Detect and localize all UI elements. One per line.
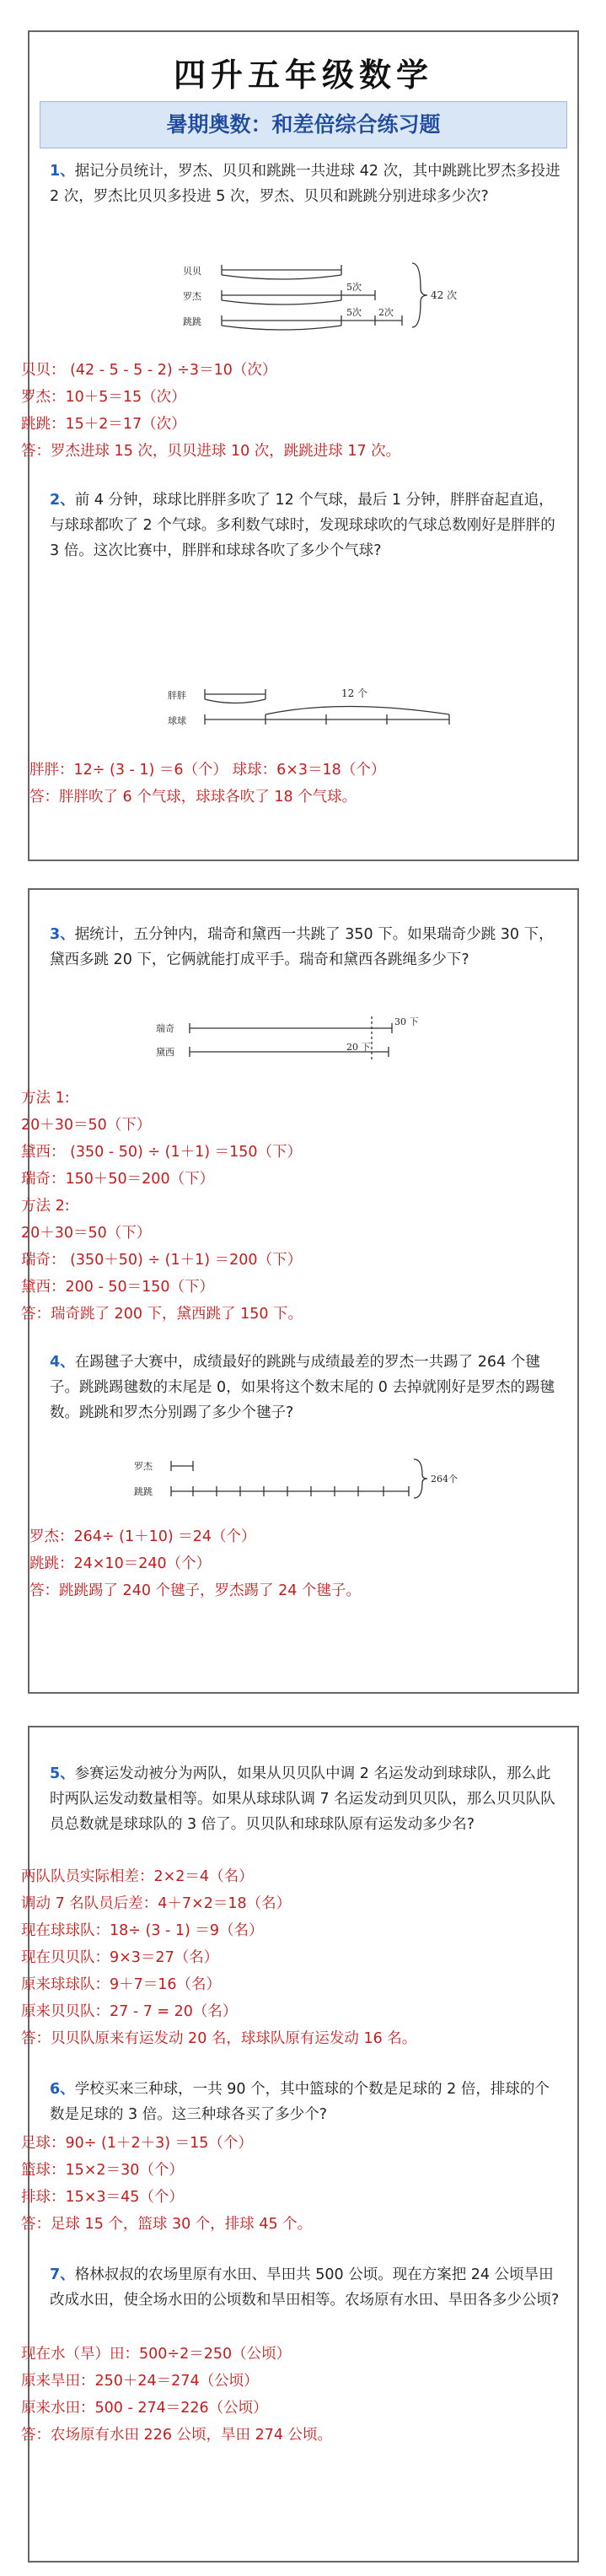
question-2: 2、前 4 分钟，球球比胖胖多吹了 12 个气球，最后 1 分钟，胖胖奋起直追，与球球都吹了 2 个气球。多利数气球时，发现球球吹的气球总数刚好是胖胖的 3 倍。这次比赛中，胖胖和球球各吹了多少个气球? — [50, 492, 555, 559]
page-subtitle: 暑期奥数：和差倍综合练习题 — [40, 101, 567, 148]
diagram-seg-2: 2次 — [378, 307, 394, 318]
question-7: 7、格林叔叔的农场里原有水田、旱田共 500 公顷。现在方案把 24 公顷旱田改成水田，使全场水田的公顷数和旱田相等。农场原有水田、旱田各多少公顷? — [50, 2266, 560, 2309]
question-6-number: 6 — [50, 2081, 61, 2098]
question-7-answer-3: 原来水田：500 - 274＝226（公顷） — [21, 2400, 268, 2417]
diagram-label-beibei: 贝贝 — [183, 266, 201, 277]
question-4-answer-1: 罗杰：264÷ (1＋10) ＝24（个） — [29, 1528, 256, 1545]
question-5-text: 参赛运发动被分为两队，如果从贝贝队中调 2 名运发动到球球队，那么此时两队运发动数量相等。如果从球球队调 7 名运发动到贝贝队，那么贝贝队队员总数就是球球队的 3 倍了。贝贝队和球球队原有运发动多少名? — [50, 1765, 555, 1833]
worksheet-card-1 — [21, 30, 579, 861]
question-4-diagram — [131, 1451, 485, 1510]
question-3-answer-1: 方法 1: — [21, 1090, 70, 1107]
question-2-number: 2 — [50, 492, 61, 509]
diagram-seg-30: 30 下 — [394, 1016, 419, 1027]
diagram-seg-20: 20 下 — [346, 1042, 371, 1053]
question-4-number: 4 — [50, 1354, 61, 1371]
question-3-number: 3 — [50, 926, 61, 943]
diagram-diff: 12 个 — [341, 687, 368, 699]
question-1-answer-2: 罗杰：10＋5＝15（次） — [21, 389, 186, 406]
diagram-label-luojie: 罗杰 — [183, 291, 201, 302]
question-3-answer-7: 瑞奇： (350＋50) ÷ (1＋1) ＝200（下） — [21, 1252, 303, 1269]
diagram-label-qiuqiu: 球球 — [168, 715, 186, 726]
question-2-text: 前 4 分钟，球球比胖胖多吹了 12 个气球，最后 1 分钟，胖胖奋起直追，与球球都吹了 2 个气球。多利数气球时，发现球球吹的气球总数刚好是胖胖的 3 倍。这次比赛中，胖胖和球球各吹了多少个气球? — [50, 492, 555, 559]
question-3-answer-5: 方法 2: — [21, 1198, 70, 1215]
question-5-answer-7: 答：贝贝队原来有运发动 20 名，球球队原有运发动 16 名。 — [21, 2030, 417, 2047]
question-5-answer-1: 两队队员实际相差：2×2＝4（名） — [21, 1868, 254, 1885]
question-1-answer-4: 答：罗杰进球 15 次，贝贝进球 10 次，跳跳进球 17 次。 — [21, 443, 401, 460]
question-6-text: 学校买来三种球，一共 90 个，其中篮球的个数是足球的 2 倍，排球的个数是足球的 3 倍。这三种球各买了多少个? — [50, 2081, 550, 2123]
diagram-label-tiaotiao: 跳跳 — [134, 1486, 153, 1497]
question-5-answer-5: 原来球球队：9＋7＝16（名） — [21, 1976, 222, 1993]
question-5: 5、参赛运发动被分为两队，如果从贝贝队中调 2 名运发动到球球队，那么此时两队运发动数量相等。如果从球球队调 7 名运发动到贝贝队，那么贝贝队队员总数就是球球队的 3 倍了。贝贝队和球球队原有运发动多少名? — [50, 1765, 555, 1833]
question-1-diagram — [181, 253, 468, 344]
question-6-answer-4: 答：足球 15 个，篮球 30 个，排球 45 个。 — [21, 2216, 313, 2233]
diagram-seg-5: 5次 — [346, 282, 362, 293]
question-2-answer-2: 答：胖胖吹了 6 个气球，球球各吹了 18 个气球。 — [29, 789, 357, 806]
question-4: 4、在踢毽子大赛中，成绩最好的跳跳与成绩最差的罗杰一共踢了 264 个毽子。跳跳踢毽数的末尾是 0，如果将这个数末尾的 0 去掉就刚好是罗杰的踢毽数。跳跳和罗杰分别踢了多少个毽子? — [50, 1354, 555, 1421]
question-5-answer-6: 原来贝贝队：27 - 7 = 20（名） — [21, 2003, 238, 2020]
question-6: 6、学校买来三种球，一共 90 个，其中篮球的个数是足球的 2 倍，排球的个数是足球的 3 倍。这三种球各买了多少个? — [50, 2081, 550, 2123]
question-1-answer-1: 贝贝： (42 - 5 - 5 - 2) ÷3＝10（次） — [21, 362, 277, 379]
question-6-answer-1: 足球：90÷ (1＋2＋3) ＝15（个） — [21, 2135, 253, 2152]
diagram-label-luojie: 罗杰 — [134, 1461, 153, 1472]
question-7-answer-4: 答：农场原有水田 226 公顷，旱田 274 公顷。 — [21, 2427, 333, 2444]
question-7-answer-1: 现在水（旱）田：500÷2＝250（公顷） — [21, 2346, 292, 2363]
question-2-diagram — [164, 673, 485, 749]
question-1-number: 1 — [50, 163, 61, 180]
question-7-answer-2: 原来旱田：250＋24＝274（公顷） — [21, 2373, 259, 2390]
page-title: 四升五年级数学 — [173, 56, 433, 94]
question-4-text: 在踢毽子大赛中，成绩最好的跳跳与成绩最差的罗杰一共踢了 264 个毽子。跳跳踢毽数的末尾是 0，如果将这个数末尾的 0 去掉就刚好是罗杰的踢毽数。跳跳和罗杰分别踢了多少个毽子? — [50, 1354, 555, 1421]
worksheet-card-2 — [21, 888, 579, 1694]
question-1-answer-3: 跳跳：15＋2＝17（次） — [21, 416, 186, 433]
question-1-text: 据记分员统计，罗杰、贝贝和跳跳一共进球 42 次，其中跳跳比罗杰多投进 2 次，罗杰比贝贝多投进 5 次，罗杰、贝贝和跳跳分别进球多少次? — [50, 163, 560, 205]
question-5-answer-2: 调动 7 名队员后差：4＋7×2＝18（名） — [21, 1895, 292, 1912]
question-3-answer-9: 答：瑞奇跳了 200 下，黛西跳了 150 下。 — [21, 1306, 303, 1323]
diagram-label-tiaotiao: 跳跳 — [183, 316, 201, 327]
question-3-answer-3: 黛西： (350 - 50) ÷ (1＋1) ＝150（下） — [21, 1144, 303, 1161]
question-5-answer-3: 现在球球队：18÷ (3 - 1) ＝9（名） — [21, 1922, 264, 1939]
question-3-text: 据统计，五分钟内，瑞奇和黛西一共跳了 350 下。如果瑞奇少跳 30 下，黛西多跳 20 下，它俩就能打成平手。瑞奇和黛西各跳绳多少下? — [50, 926, 554, 968]
question-5-number: 5 — [50, 1765, 61, 1782]
diagram-total: 42 次 — [431, 289, 458, 301]
question-2-answer-1: 胖胖：12÷ (3 - 1) ＝6（个） 球球：6×3＝18（个） — [29, 762, 386, 779]
diagram-label-ruiqi: 瑞奇 — [156, 1023, 174, 1034]
question-1: 1、据记分员统计，罗杰、贝贝和跳跳一共进球 42 次，其中跳跳比罗杰多投进 2 次，罗杰比贝贝多投进 5 次，罗杰、贝贝和跳跳分别进球多少次? — [50, 163, 560, 205]
question-4-answer-3: 答：跳跳踢了 240 个毽子，罗杰踢了 24 个毽子。 — [29, 1582, 361, 1599]
worksheet-card-3 — [21, 1726, 579, 2563]
question-3-answer-6: 20＋30＝50（下） — [21, 1225, 152, 1242]
question-3-answer-2: 20＋30＝50（下） — [21, 1117, 152, 1134]
question-4-answer-2: 跳跳：24×10＝240（个） — [29, 1555, 212, 1572]
diagram-label-pangpang: 胖胖 — [168, 690, 186, 701]
diagram-total: 264个 — [431, 1474, 458, 1485]
question-3: 3、据统计，五分钟内，瑞奇和黛西一共跳了 350 下。如果瑞奇少跳 30 下，黛西多跳 20 下，它俩就能打成平手。瑞奇和黛西各跳绳多少下? — [50, 926, 554, 968]
question-6-answer-3: 排球：15×3＝45（个） — [21, 2189, 184, 2206]
question-3-answer-4: 瑞奇：150＋50＝200（下） — [21, 1171, 215, 1188]
question-7-text: 格林叔叔的农场里原有水田、旱田共 500 公顷。现在方案把 24 公顷旱田改成水田，使全场水田的公顷数和旱田相等。农场原有水田、旱田各多少公顷? — [50, 2266, 560, 2309]
question-5-answer-4: 现在贝贝队：9×3＝27（名） — [21, 1949, 219, 1966]
question-3-diagram — [156, 1010, 442, 1069]
question-3-answer-8: 黛西：200 - 50＝150（下） — [21, 1279, 215, 1296]
question-7-number: 7 — [50, 2266, 61, 2283]
diagram-seg-5b: 5次 — [346, 307, 362, 318]
question-6-answer-2: 篮球：15×2＝30（个） — [21, 2162, 184, 2179]
diagram-label-daixi: 黛西 — [156, 1047, 174, 1058]
